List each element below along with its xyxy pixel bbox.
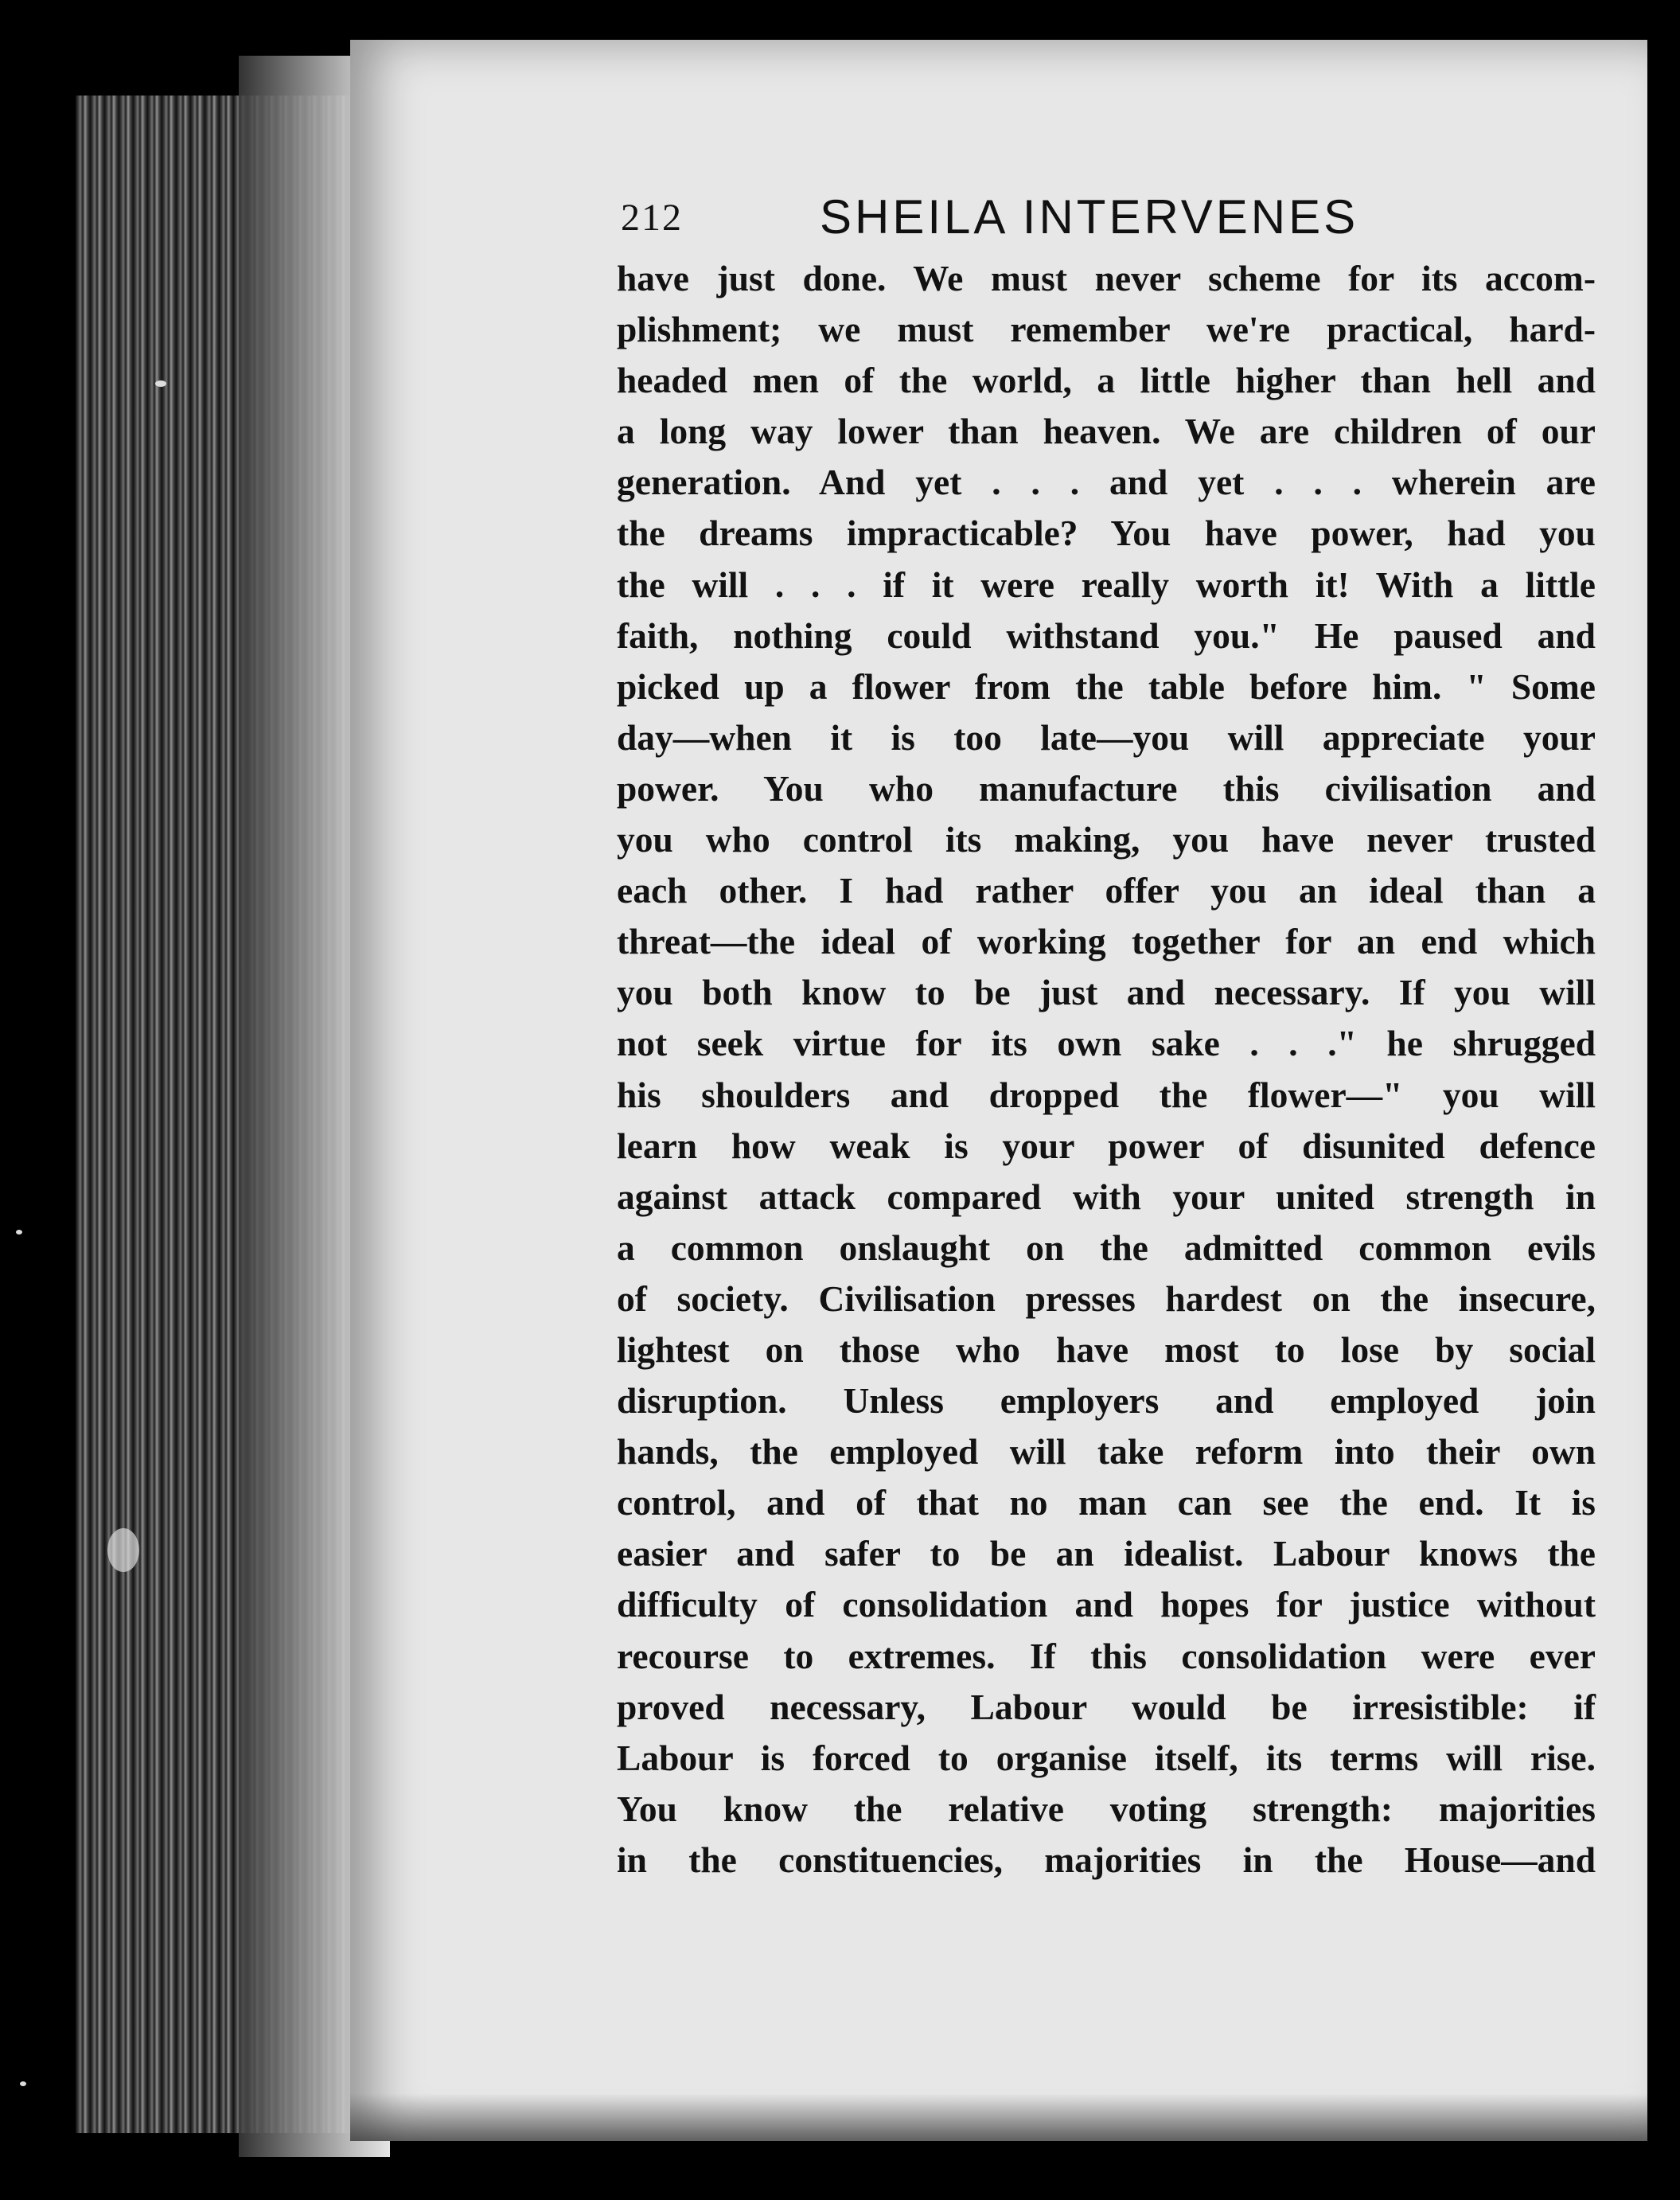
text-line: his shoulders and dropped the flower—" you will [617, 1074, 1596, 1115]
text-line: you who control its making, you have never trusted [617, 819, 1596, 860]
text-line: plishment; we must remember we're practical, hard- [617, 309, 1596, 350]
edge-speck [20, 2081, 26, 2086]
text-line: generation. And yet . . . and yet . . . wherein are [617, 462, 1596, 503]
text-line: a common onslaught on the admitted common evils [617, 1227, 1596, 1268]
text-line: you both know to be just and necessary. If you will [617, 972, 1596, 1013]
page-bottom-shadow [350, 2093, 1655, 2141]
text-line: You know the relative voting strength: majorities [617, 1788, 1596, 1829]
text-line: headed men of the world, a little higher than hell and [617, 360, 1596, 401]
text-line: picked up a flower from the table before him. " Some [617, 665, 1596, 707]
text-line: day—when it is too late—you will appreciate your [617, 716, 1596, 758]
text-line: the will . . . if it were really worth it! With a little [617, 564, 1596, 605]
text-line: in the constituencies, majorities in the House—and [617, 1839, 1596, 1880]
text-line: threat—the ideal of working together for an end which [617, 921, 1596, 962]
text-line: lightest on those who have most to lose by social [617, 1328, 1596, 1370]
body-text [617, 253, 1596, 1886]
page-number: 212 [621, 197, 683, 239]
text-line: learn how weak is your power of disunited defence [617, 1125, 1596, 1166]
text-line: against attack compared with your united strength in [617, 1176, 1596, 1217]
edge-speck [107, 1528, 139, 1572]
text-line: power. You who manufacture this civilisation and [617, 767, 1596, 809]
text-line: have just done. We must never scheme for its accom- [617, 258, 1596, 298]
text-line: disruption. Unless employers and employed join [617, 1380, 1596, 1422]
text-line: control, and of that no man can see the end. It is [617, 1482, 1596, 1523]
edge-speck [16, 1230, 22, 1235]
running-title: SHEILA INTERVENES [820, 190, 1359, 244]
edge-speck [155, 380, 166, 387]
text-line: of society. Civilisation presses hardest on the insecure, [617, 1277, 1596, 1319]
text-line: difficulty of consolidation and hopes for justice without [617, 1584, 1596, 1625]
text-line: the dreams impracticable? You have power, had you [617, 513, 1596, 554]
text-line: not seek virtue for its own sake . . ." he shrugged [617, 1023, 1596, 1064]
text-line: a long way lower than heaven. We are children of our [617, 411, 1596, 452]
text-line: proved necessary, Labour would be irresistible: if [617, 1686, 1596, 1727]
text-line: faith, nothing could withstand you." He paused and [617, 614, 1596, 656]
text-line: hands, the employed will take reform into their own [617, 1431, 1596, 1473]
text-line: each other. I had rather offer you an ideal than a [617, 870, 1596, 911]
text-line: Labour is forced to organise itself, its terms will rise. [617, 1737, 1596, 1778]
text-line: easier and safer to be an idealist. Labour knows the [617, 1533, 1596, 1574]
text-line: recourse to extremes. If this consolidation were ever [617, 1635, 1596, 1676]
scan-border-right [1647, 0, 1680, 2200]
running-head [621, 189, 1600, 245]
